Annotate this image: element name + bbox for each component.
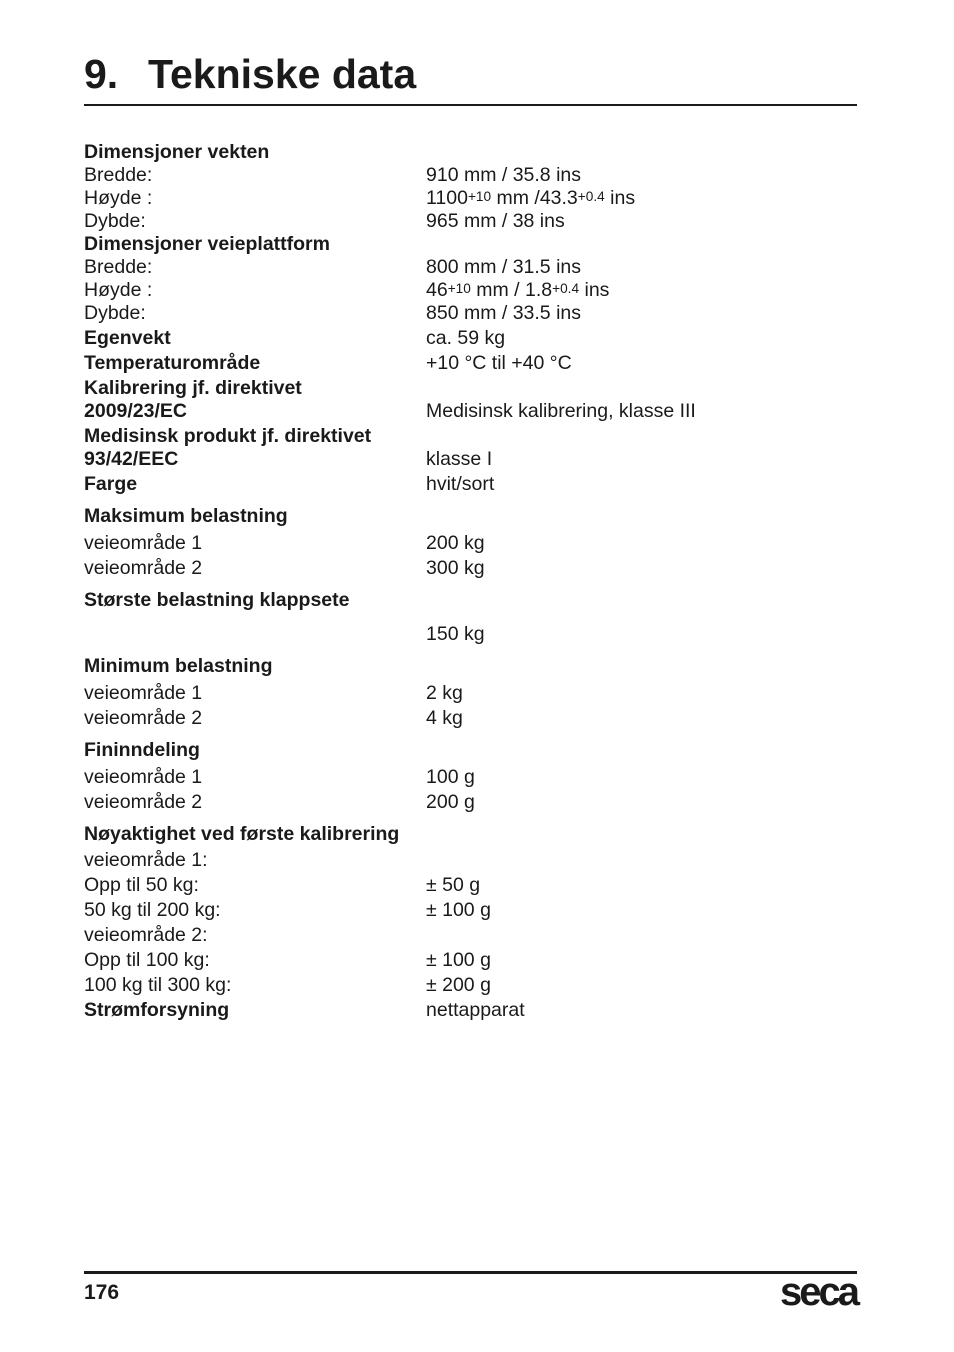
spec-heading: Nøyaktighet ved første kalibrering: [84, 823, 400, 845]
spec-row: Bredde: 800 mm / 31.5 ins: [84, 256, 581, 278]
spec-row: veieområde 2 200 g: [84, 791, 475, 813]
spec-row: 2009/23/EC Medisinsk kalibrering, klasse III: [84, 400, 696, 422]
spec-row: Opp til 100 kg: ± 100 g: [84, 949, 491, 971]
spec-row: 100 kg til 300 kg: ± 200 g: [84, 974, 491, 996]
spec-row: Høyde : $1100^{+10}$ mm $/43.3^{+0.4}$ ins: [84, 187, 857, 210]
header-rule: [84, 104, 857, 106]
spec-row: Høyde : $46^{+10}$ mm / $1.8^{+0.4}$ ins: [84, 279, 857, 302]
spec-row: Bredde: 910 mm / 35.8 ins: [84, 164, 581, 186]
spec-heading: Maksimum belastning: [84, 505, 288, 527]
spec-row: veieområde 2 300 kg: [84, 557, 485, 579]
spec-table: [84, 141, 857, 1022]
spec-row: veieområde 2 4 kg: [84, 707, 463, 729]
spec-heading: Minimum belastning: [84, 655, 273, 677]
section-number: 9.: [84, 51, 119, 97]
spec-value: $1100^{+10}$ mm $/43.3^{+0.4}$ ins: [426, 187, 636, 209]
footer-rule: [84, 1271, 857, 1274]
spec-row: veieområde 1:: [84, 849, 208, 871]
spec-row: 150 kg: [426, 623, 485, 645]
spec-row: veieområde 2:: [84, 924, 208, 946]
spec-row: Opp til 50 kg: ± 50 g: [84, 874, 481, 896]
spec-value: $46^{+10}$ mm / $1.8^{+0.4}$ ins: [426, 279, 610, 301]
spec-row: veieområde 1 200 kg: [84, 532, 485, 554]
spec-row: 50 kg til 200 kg: ± 100 g: [84, 899, 491, 921]
spec-row: Egenvekt ca. 59 kg: [84, 327, 506, 349]
spec-row: Farge hvit/sort: [84, 473, 495, 495]
spec-heading: Dimensjoner vekten: [84, 141, 270, 163]
spec-row: Temperaturområde +10 °C til +40 °C: [84, 352, 572, 374]
page-number: 176: [84, 1281, 120, 1304]
spec-heading: Medisinsk produkt jf. direktivet: [84, 425, 372, 447]
page-title: [84, 52, 416, 97]
spec-row: veieområde 1 100 g: [84, 766, 475, 788]
section-title: Tekniske data: [148, 51, 417, 97]
spec-heading: Fininndeling: [84, 739, 200, 761]
spec-row: veieområde 1 2 kg: [84, 682, 463, 704]
spec-heading: Kalibrering jf. direktivet: [84, 377, 302, 399]
spec-row: Dybde: 965 mm / 38 ins: [84, 210, 565, 232]
spec-heading: Største belastning klappsete: [84, 589, 350, 611]
spec-row: Dybde: 850 mm / 33.5 ins: [84, 302, 581, 324]
brand-logo: seca: [780, 1270, 857, 1314]
spec-row: 93/42/EEC klasse I: [84, 448, 493, 470]
spec-row: Strømforsyning nettapparat: [84, 999, 525, 1021]
spec-heading: Dimensjoner veieplattform: [84, 233, 330, 255]
